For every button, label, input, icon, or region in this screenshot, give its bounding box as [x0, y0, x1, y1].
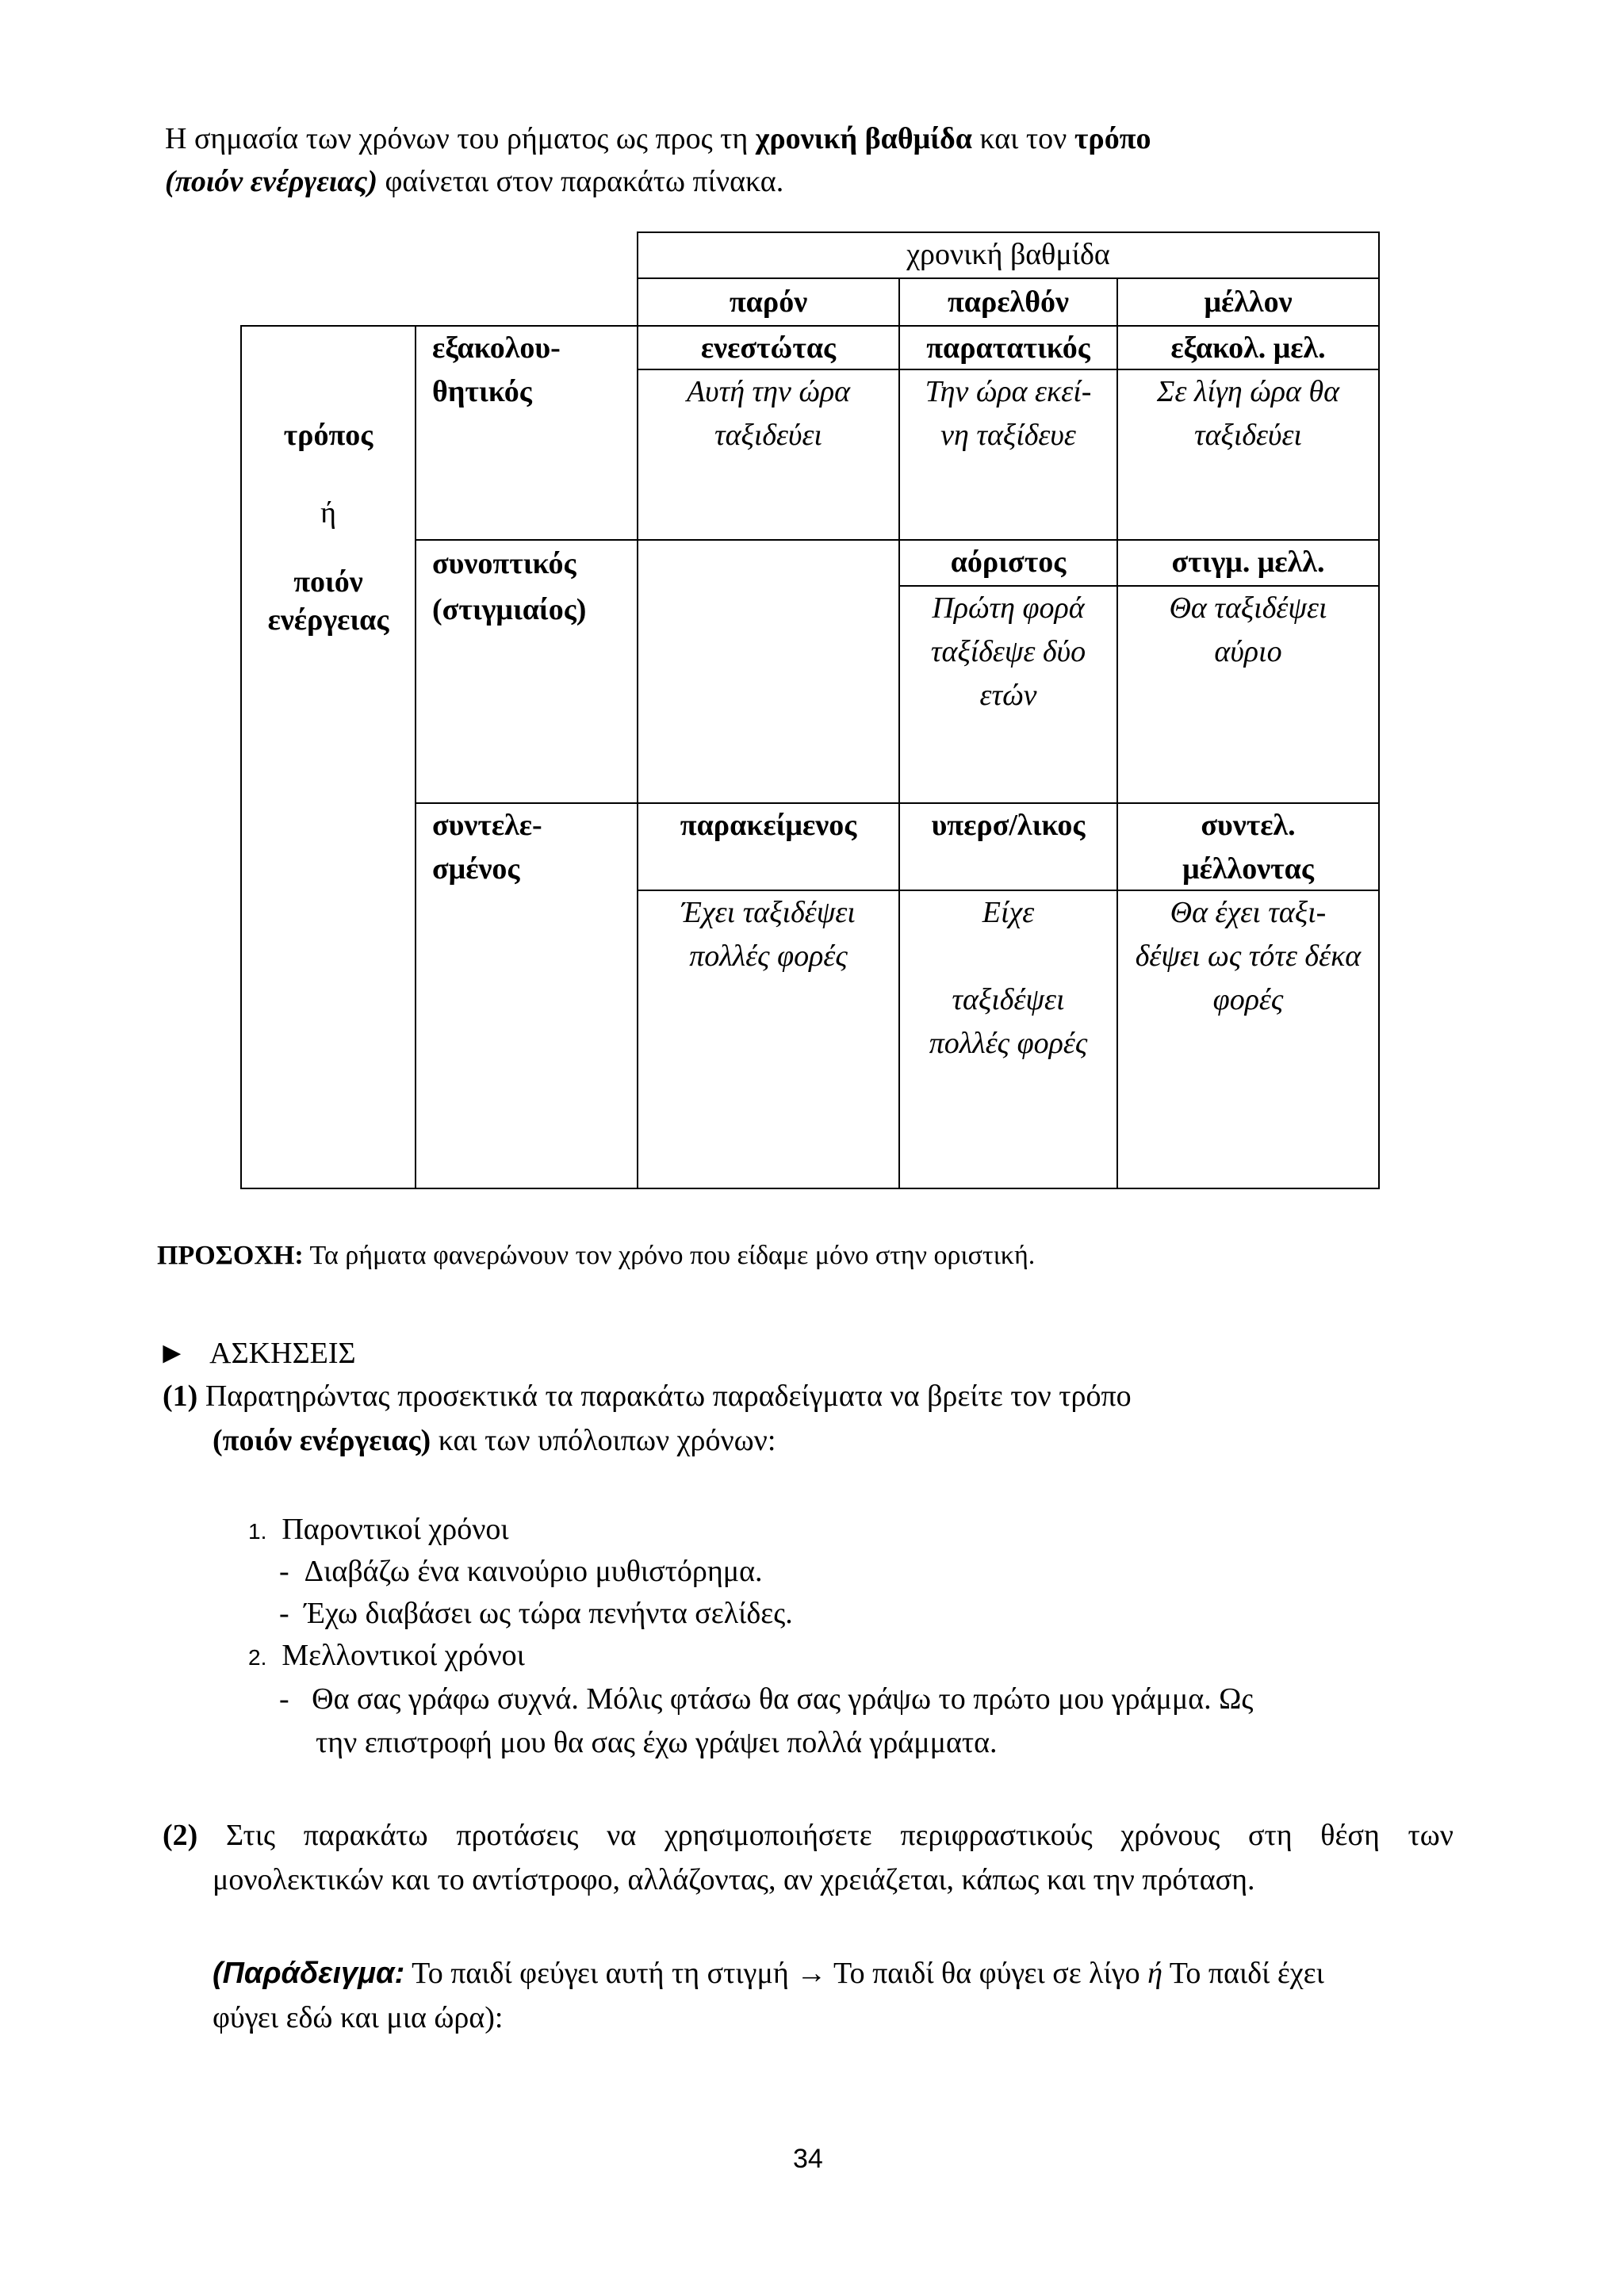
column-header-future: μέλλον	[1204, 285, 1293, 319]
example-line: Έχει ταξιδέψει	[681, 896, 856, 929]
word: προτάσεις	[456, 1819, 579, 1852]
pointer-triangle-icon: ►	[157, 1337, 187, 1370]
exercise-number: (2)	[163, 1819, 198, 1852]
exercise-number: (1)	[163, 1380, 198, 1413]
side-label-aspect-line: ενέργειας	[267, 603, 389, 637]
example-label: (Παράδειγμα:	[213, 1957, 405, 1990]
example-aorist	[900, 587, 1116, 718]
attention-text: Τα ρήματα φανερώνουν τον χρόνο που είδαμε μόνο στην οριστική.	[303, 1241, 1036, 1270]
column-header-present: παρόν	[729, 285, 808, 319]
aspect-label-line: θητικός	[432, 375, 532, 408]
column-header-past: παρελθόν	[947, 285, 1070, 319]
aspect-label-line: σμένος	[432, 852, 520, 886]
list-label: Παροντικοί χρόνοι	[282, 1513, 509, 1546]
intro-bold-temporal-grade: χρονική βαθμίδα	[755, 122, 972, 155]
example-future-continuous	[1118, 370, 1378, 457]
word: χρησιμοποιήσετε	[664, 1819, 872, 1852]
tense-future-continuous: εξακολ. μελ.	[1170, 331, 1326, 365]
table-border	[240, 1188, 1380, 1189]
word: Στις	[226, 1819, 275, 1852]
tense-name-line: μέλλοντας	[1182, 852, 1314, 886]
example-present-continuous	[638, 370, 898, 457]
table-border	[415, 325, 416, 1189]
word: θέση	[1320, 1819, 1380, 1852]
tense-name-line: συντελ.	[1201, 809, 1296, 842]
side-label-aspect	[242, 563, 415, 639]
list-number: 2.	[248, 1645, 267, 1670]
intro-text: φαίνεται στον παρακάτω πίνακα.	[377, 165, 784, 198]
tense-future-simple: στιγμ. μελλ.	[1171, 545, 1325, 579]
word: παρακάτω	[303, 1819, 428, 1852]
example-line: φορές	[1212, 983, 1284, 1016]
example-line: Θα ταξιδέψει	[1169, 591, 1327, 625]
tense-aorist: αόριστος	[950, 545, 1067, 579]
exercise-1-line-2	[213, 1419, 776, 1463]
aspect-label-line: συντελε-	[432, 809, 542, 842]
table-border	[637, 277, 1380, 279]
page-number: 34	[793, 2144, 823, 2174]
example-line: Την ώρα εκεί-	[925, 375, 1092, 408]
example-line: ταξίδεψε δύο	[930, 635, 1086, 668]
example-item	[279, 1550, 763, 1594]
dash: -	[279, 1597, 289, 1630]
tense-future-perfect	[1118, 804, 1378, 891]
example-imperfect	[900, 370, 1116, 457]
example-or: ή	[1147, 1957, 1162, 1990]
side-label-aspect-line: ποιόν	[293, 565, 363, 599]
exercise-text: Παρατηρώντας προσεκτικά τα παρακάτω παραδείγματα να βρείτε τον τρόπο	[197, 1380, 1132, 1413]
example-line: ταξιδεύει	[1194, 419, 1302, 452]
exercise-2-example-line-1	[213, 1952, 1324, 1996]
intro-text: και τον	[971, 122, 1074, 155]
exercises-heading	[157, 1332, 356, 1376]
exercise-2-line-1	[163, 1814, 1454, 1858]
attention-label: ΠΡΟΣΟΧΗ:	[157, 1241, 304, 1270]
example-line: Θα έχει ταξι-	[1170, 896, 1327, 929]
word: περιφραστικούς	[900, 1819, 1093, 1852]
dash: -	[279, 1555, 289, 1588]
list-number: 1.	[248, 1519, 267, 1544]
example-line: Είχε	[982, 896, 1035, 929]
intro-line-2	[165, 160, 783, 204]
aspect-perfective	[432, 541, 586, 633]
spacer	[900, 935, 1116, 978]
side-label-mode: τρόπος	[283, 419, 373, 452]
side-label-or: ή	[320, 496, 336, 530]
intro-bold-mode: τρόπο	[1074, 122, 1151, 155]
example-sentence: Έχω διαβάσει ως τώρα πενήντα σελίδες.	[304, 1597, 793, 1630]
word: να	[607, 1819, 637, 1852]
tense-present-continuous: ενεστώτας	[700, 331, 837, 365]
example-future-perfect	[1118, 891, 1378, 1022]
example-line: Πρώτη φορά	[932, 591, 1085, 625]
header-temporal-grade: χρονική βαθμίδα	[906, 238, 1110, 271]
example-future-simple	[1118, 587, 1378, 674]
dash: -	[279, 1682, 289, 1716]
attention-note	[157, 1234, 1035, 1277]
aspect-label-line: (στιγμιαίος)	[432, 593, 587, 626]
example-line: νη ταξίδευε	[940, 419, 1076, 452]
aspect-perfect	[432, 804, 542, 891]
word: στη	[1247, 1819, 1293, 1852]
exercise-2-example-line-2: φύγει εδώ και μια ώρα):	[213, 2001, 504, 2034]
aspect-label-line: συνοπτικός	[432, 547, 576, 580]
example-line: ταξιδεύει	[714, 419, 822, 452]
example-line: ετών	[979, 679, 1037, 712]
exercise-text: και των υπόλοιπων χρόνων:	[431, 1424, 776, 1457]
list-item-2	[248, 1634, 525, 1679]
example-item-continued: την επιστροφή μου θα σας έχω γράψει πολλά γράμματα.	[316, 1726, 998, 1759]
tense-imperfect: παρατατικός	[926, 331, 1090, 365]
example-text: Το παιδί φεύγει αυτή τη στιγμή → Το παιδί θα φύγει σε λίγο	[404, 1957, 1148, 1990]
table-border	[1378, 232, 1380, 1189]
intro-bold-italic-aspect: (ποιόν ενέργειας)	[165, 165, 377, 198]
example-line: ταξιδέψει	[952, 983, 1065, 1016]
example-item	[279, 1678, 1253, 1721]
example-line: Αυτή την ώρα	[686, 375, 851, 408]
example-present-perfect	[638, 891, 898, 978]
exercise-bold-text: (ποιόν ενέργειας)	[213, 1424, 431, 1457]
exercise-2-line-2: μονολεκτικών και το αντίστροφο, αλλάζοντας, αν χρειάζεται, κάπως και την πρόταση.	[213, 1863, 1255, 1896]
example-sentence: Διαβάζω ένα καινούριο μυθιστόρημα.	[304, 1555, 763, 1588]
exercises-title: ΑΣΚΗΣΕΙΣ	[209, 1337, 356, 1370]
tense-present-perfect: παρακείμενος	[680, 809, 857, 842]
list-label: Μελλοντικοί χρόνοι	[282, 1639, 525, 1672]
example-pluperfect	[900, 891, 1116, 1066]
example-item	[279, 1592, 793, 1636]
aspect-label-line: εξακολου-	[432, 331, 561, 365]
example-line: πολλές φορές	[689, 939, 848, 973]
exercise-1-line-1	[163, 1375, 1132, 1418]
aspect-continuous	[432, 327, 561, 414]
example-line: πολλές φορές	[929, 1027, 1088, 1060]
example-line: αύριο	[1214, 635, 1282, 668]
intro-line-1	[165, 117, 1151, 161]
example-text: Το παιδί έχει	[1162, 1957, 1324, 1990]
example-line: Σε λίγη ώρα θα	[1156, 375, 1340, 408]
intro-text: Η σημασία των χρόνων του ρήματος ως προς τη	[165, 122, 756, 155]
example-sentence: Θα σας γράφω συχνά. Μόλις φτάσω θα σας γράψω το πρώτο μου γράμμα. Ως	[312, 1682, 1254, 1716]
tense-pluperfect: υπερσ/λικος	[931, 809, 1086, 842]
example-line: δέψει ως τότε δέκα	[1135, 939, 1362, 973]
word: χρόνους	[1120, 1819, 1220, 1852]
list-item-1	[248, 1508, 509, 1553]
word: των	[1408, 1819, 1454, 1852]
